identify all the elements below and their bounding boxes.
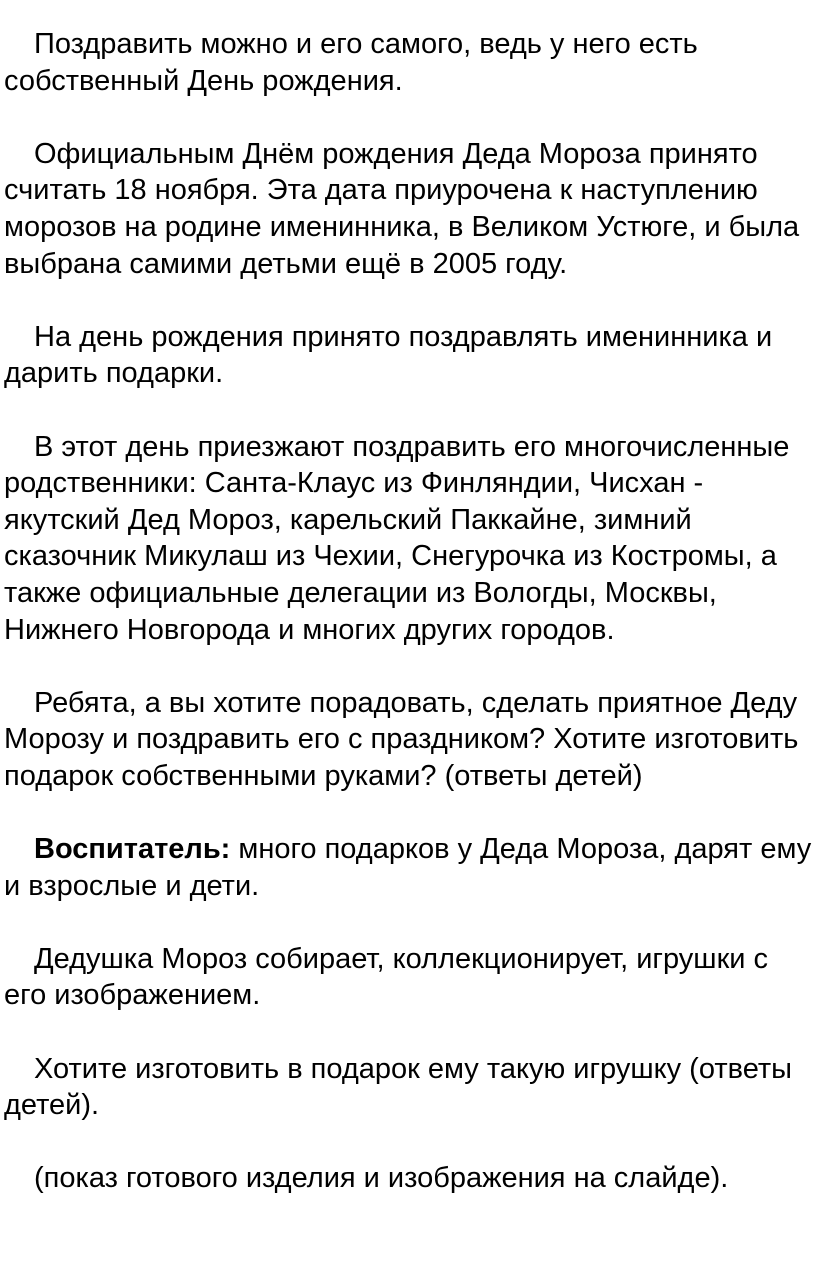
paragraph-make-toy bbox=[0, 1051, 812, 1124]
speaker-label: Воспитатель: bbox=[34, 833, 231, 866]
paragraph-teacher bbox=[0, 831, 812, 904]
paragraph-text: Официальным Днём рождения Деда Мороза принято считать 18 ноября. Эта дата приурочена к наступлению морозов на родине именинника, в Великом Устюге, и была выбрана самими детьми ещё в 2005 году. bbox=[4, 137, 800, 280]
paragraph-text: (показ готового изделия и изображения на слайде). bbox=[34, 1162, 729, 1195]
document-page bbox=[0, 26, 812, 1234]
paragraph-text: Поздравить можно и его самого, ведь у него есть собственный День рождения. bbox=[4, 28, 698, 97]
paragraph-text: много подарков у Деда Мороза, дарят ему и взрослые и дети. bbox=[4, 833, 812, 902]
paragraph-text: На день рождения принято поздравлять именинника и дарить подарки. bbox=[4, 320, 773, 390]
paragraph-text: Хотите изготовить в подарок ему такую игрушку (ответы детей). bbox=[4, 1052, 792, 1122]
paragraph-slide-note bbox=[0, 1160, 812, 1197]
paragraph-text: Дедушка Мороз собирает, коллекционирует, игрушки с его изображением. bbox=[4, 942, 769, 1012]
paragraph-official-birthday bbox=[0, 136, 812, 282]
paragraph-text: Ребята, а вы хотите порадовать, сделать приятное Деду Морозу и поздравить его с праздником? Хотите изготовить подарок собственными руками? (ответы детей) bbox=[4, 686, 799, 792]
paragraph-birthday-intro bbox=[0, 26, 812, 99]
paragraph-relatives bbox=[0, 429, 812, 649]
paragraph-text: В этот день приезжают поздравить его многочисленные родственники: Санта-Клаус из Финляндии, Чисхан - якутский Дед Мороз, карельский Паккайне, зимний сказочник Микулаш из Чехии, Снегурочка из Костромы, а также официальные делегации из Вологды, Москвы, Нижнего Новгорода и многих других городов. bbox=[4, 430, 790, 646]
paragraph-congratulate bbox=[0, 319, 812, 392]
paragraph-collection bbox=[0, 941, 812, 1014]
paragraph-question-kids bbox=[0, 685, 812, 795]
